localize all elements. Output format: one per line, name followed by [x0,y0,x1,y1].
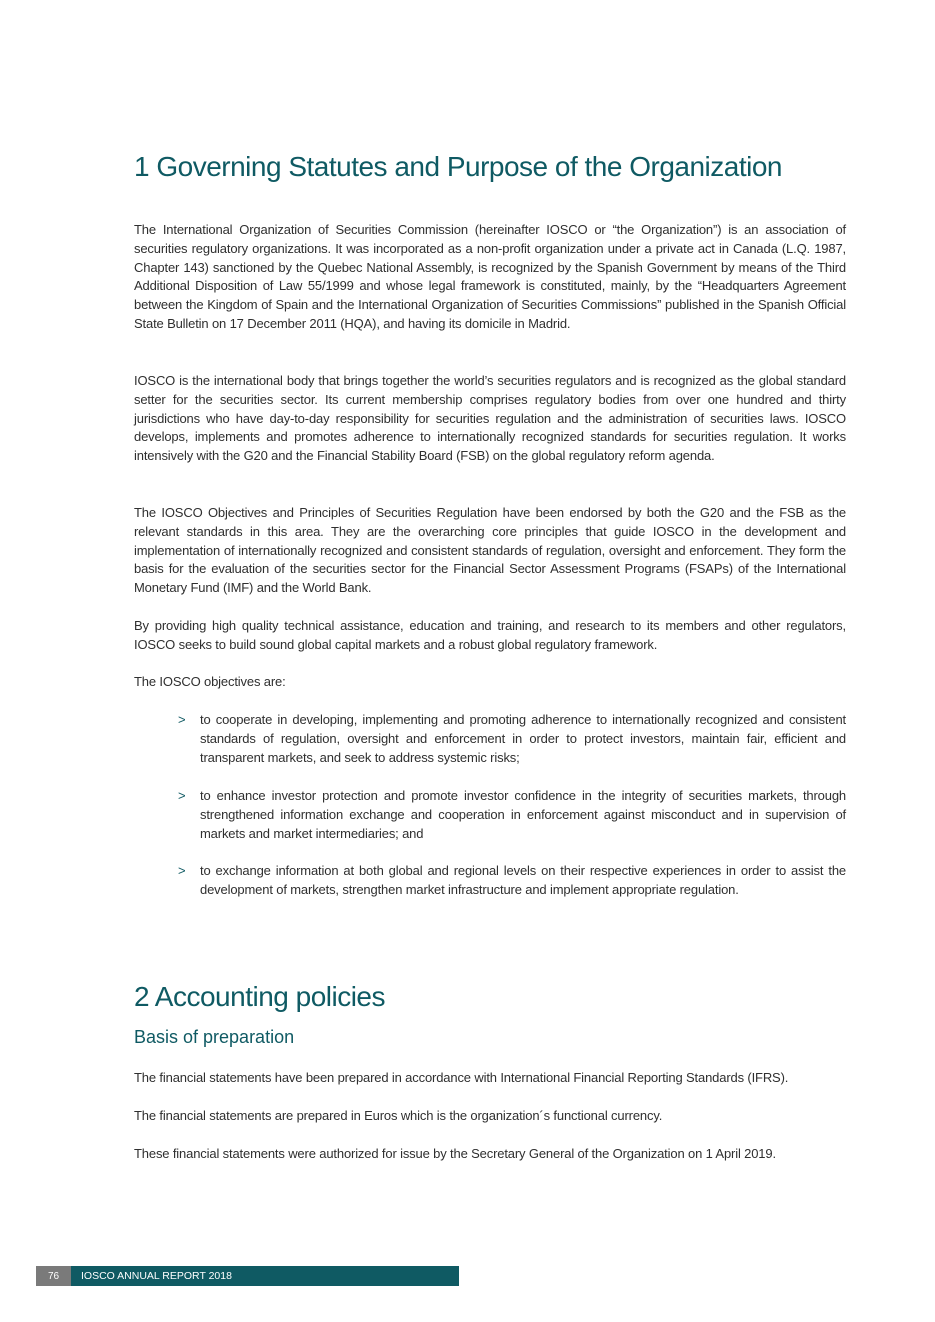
paragraph-7 [134,1107,846,1126]
paragraph-4 [134,617,846,655]
section-2-heading: 2 Accounting policies [134,981,386,1012]
chevron-right-icon: > [178,788,186,803]
paragraph-8 [134,1145,846,1164]
paragraph-2 [134,372,846,466]
paragraph-text: The IOSCO Objectives and Principles of Securities Regulation have been endorsed by both the G20 and the FSB as the relevant standards in this area. They are the overarching core principles that guide IOSCO in the development and implementation of internationally recognized and consistent standards of regulation, oversight and enforcement. They form the basis for the evaluation of the securities sector for the Financial Sector Assessment Programs (FSAPs) of the International Monetary Fund (IMF) and the World Bank. [134,505,846,596]
paragraph-text: By providing high quality technical assistance, education and training, and research to its members and other regulators, IOSCO seeks to build sound global capital markets and a robust global regulatory framework. [134,618,846,652]
objective-bullet-2 [178,787,846,843]
page-number: 76 [36,1266,71,1286]
paragraph-text: The International Organization of Securities Commission (hereinafter IOSCO or “the Organization”) is an association of securities regulatory organizations. It was incorporated as a non-profit organization under a private act in Canada (L.Q. 1987, Chapter 143) sanctioned by the Quebec National Assembly, is recognized by the Spanish Government by means of the Third Additional Disposition of Law 55/1999 and whose legal framework is constituted, mainly, by the “Headquarters Agreement between the Kingdom of Spain and the International Organization of Securities Commissions” published in the Spanish Official State Bulletin on 17 December 2011 (HQA), and having its domicile in Madrid. [134,222,846,331]
page-footer [36,1266,459,1286]
chevron-right-icon: > [178,712,186,727]
paragraph-text: The financial statements have been prepared in accordance with International Financial Reporting Standards (IFRS). [134,1070,789,1085]
paragraph-3 [134,504,846,598]
paragraph-text: The IOSCO objectives are: [134,674,286,689]
bullet-text: to enhance investor protection and promote investor confidence in the integrity of securities markets, through strengthened information exchange and cooperation in enforcement against misconduct and in supervision of markets and market intermediaries; and [200,788,846,841]
paragraph-5 [134,673,846,692]
paragraph-text: IOSCO is the international body that brings together the world’s securities regulators and is recognized as the global standard setter for the securities sector. Its current membership comprises regulatory bodies from over one hundred and thirty jurisdictions who have day-to-day responsibility for securities regulation and the administration of securities laws. IOSCO develops, implements and promotes adherence to internationally recognized standards for securities regulation. It works intensively with the G20 and the Financial Stability Board (FSB) on the global regulatory reform agenda. [134,373,846,464]
objective-bullet-1 [178,711,846,767]
paragraph-text: The financial statements are prepared in Euros which is the organization´s functional currency. [134,1108,663,1123]
basis-of-preparation-heading: Basis of preparation [134,1027,295,1047]
paragraph-text: These financial statements were authorized for issue by the Secretary General of the Organization on 1 April 2019. [134,1146,776,1161]
section-1-heading: 1 Governing Statutes and Purpose of the Organization [134,151,782,182]
objective-bullet-3 [178,862,846,900]
paragraph-1 [134,221,846,334]
chevron-right-icon: > [178,863,186,878]
paragraph-6 [134,1069,846,1088]
bullet-text: to exchange information at both global and regional levels on their respective experiences in order to assist the development of markets, strengthen market infrastructure and implement appropriate regulation. [200,863,846,897]
bullet-text: to cooperate in developing, implementing and promoting adherence to internationally recognized and consistent standards of regulation, oversight and enforcement in order to protect investors, maintain fair, efficient and transparent markets, and seek to address systemic risks; [200,712,846,765]
footer-report-title: IOSCO ANNUAL REPORT 2018 [71,1266,459,1286]
